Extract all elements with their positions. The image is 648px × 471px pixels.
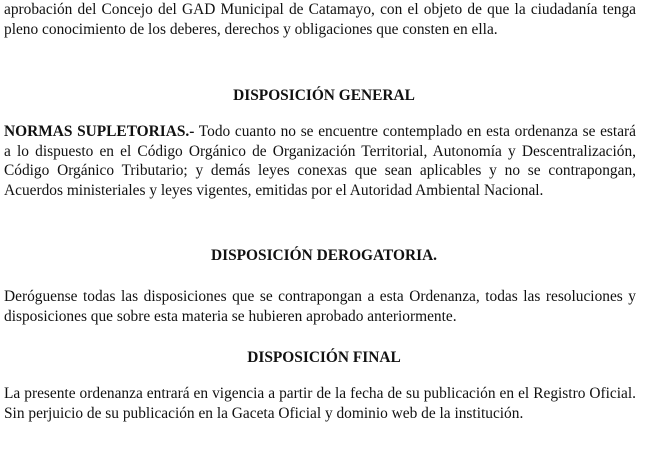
repeal-provision-heading: DISPOSICIÓN DEROGATORIA.	[210, 247, 438, 264]
intro-paragraph: aprobación del Concejo del GAD Municipal de Catamayo, con el objeto de que la ciudadanía tenga pleno conocimiento de los deberes, derechos y obligaciones que consten en ella.	[4, 1, 636, 38]
repeal-provision-paragraph: Deróguense todas las disposiciones que se contrapongan a esta Ordenanza, todas las resoluciones y disposiciones que sobre esta materia se hubieren aprobado anteriormente.	[4, 288, 636, 325]
final-provision-heading: DISPOSICIÓN FINAL	[247, 349, 401, 366]
general-provision-paragraph	[4, 122, 636, 200]
supplementary-norms-label: NORMAS SUPLETORIAS.-	[4, 123, 195, 140]
general-provision-heading: DISPOSICIÓN GENERAL	[233, 87, 415, 104]
general-provision-text: Todo cuanto no se encuentre contemplado en esta ordenanza se estará a lo dispuesto en el Código Orgánico de Organización Territorial, Autonomía y Descentralización, Código Orgánico Tributario; y demás leyes conexas que sean aplicables y no se contrapongan, Acuerdos ministeriales y leyes vigentes, emitidas por el Autoridad Ambiental Nacional.	[4, 123, 636, 199]
final-provision-paragraph: La presente ordenanza entrará en vigencia a partir de la fecha de su publicación en el Registro Oficial. Sin perjuicio de su publicación en la Gaceta Oficial y dominio web de la institución.	[4, 385, 636, 422]
